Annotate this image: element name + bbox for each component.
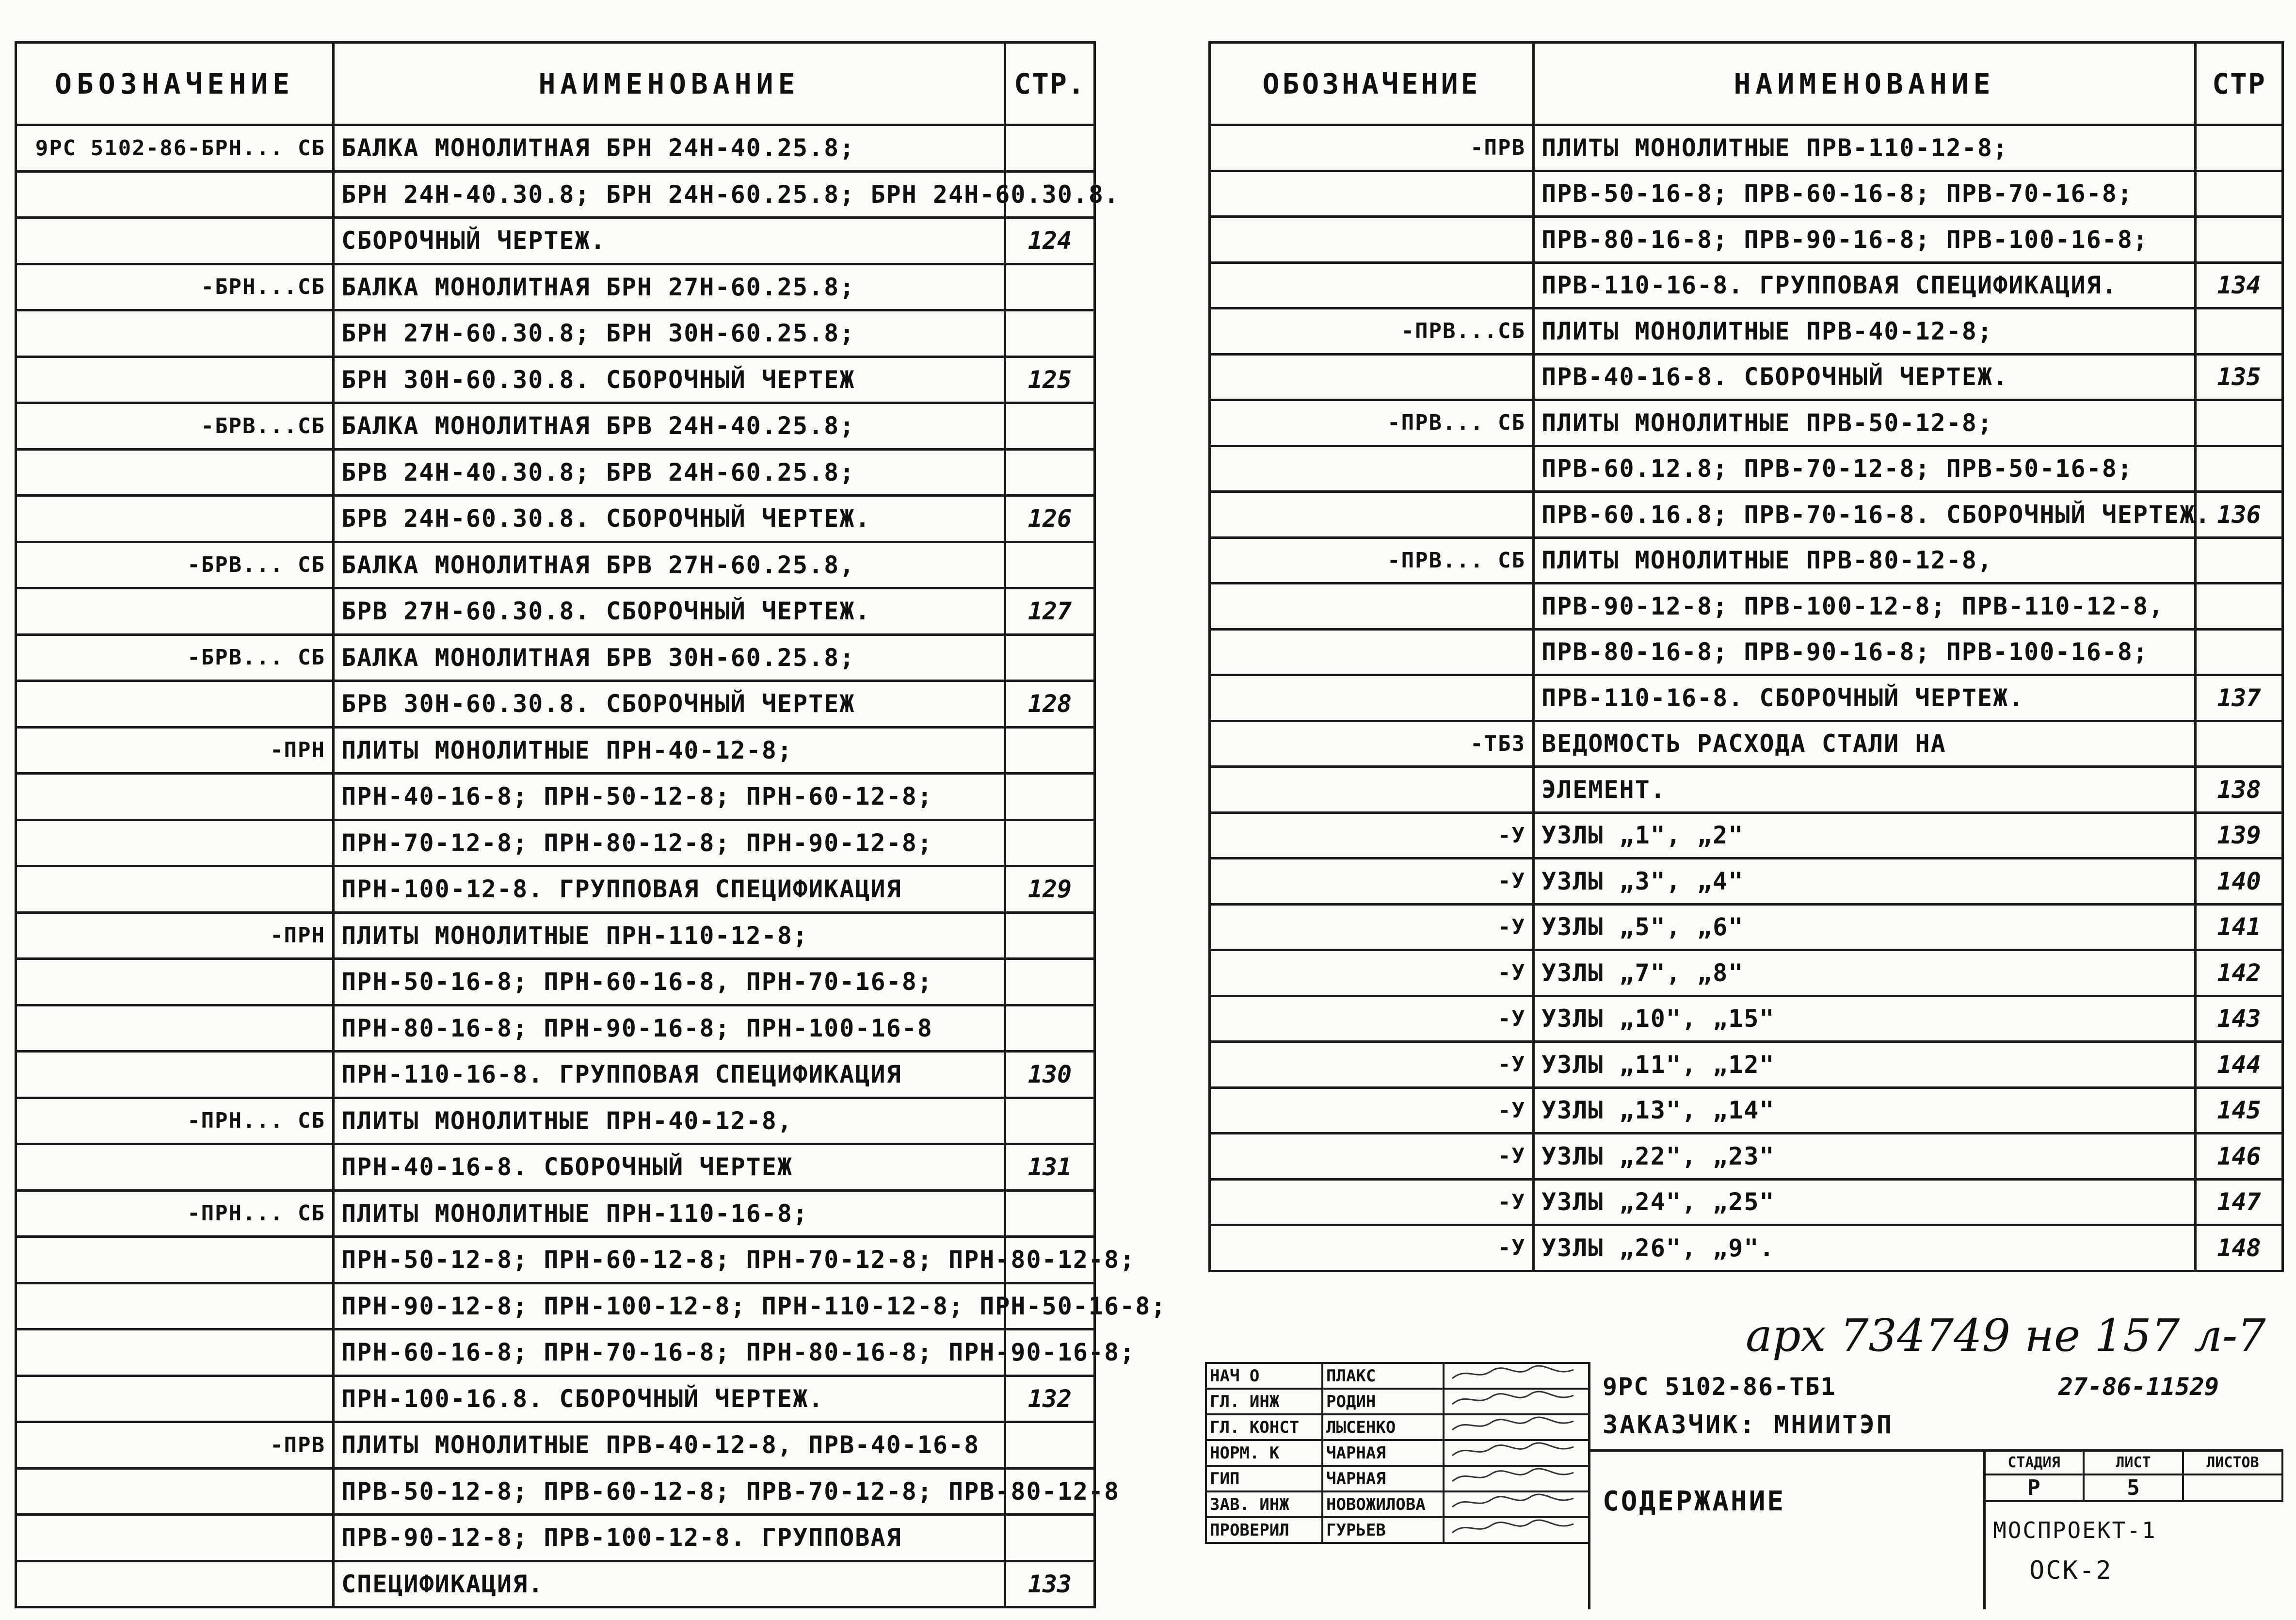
row-name: ПРВ-110-16-8. ГРУППОВАЯ СПЕЦИФИКАЦИЯ. [1534, 262, 2196, 308]
row-designation: -ПРВ [16, 1422, 334, 1469]
table-row [16, 588, 1095, 635]
table-row [16, 496, 1095, 542]
row-name: ПРН-60-16-8; ПРН-70-16-8; ПРН-80-16-8; ПРН-90-16-8; [334, 1329, 1005, 1376]
table-row [1210, 125, 2283, 171]
row-page: 148 [2196, 1225, 2283, 1271]
sheets-value [2183, 1474, 2282, 1501]
table-row [1210, 537, 2283, 583]
row-page: 136 [2196, 492, 2283, 538]
staff-role: НОРМ. К [1206, 1440, 1322, 1466]
row-designation [16, 1005, 334, 1052]
table-row [1210, 583, 2283, 630]
row-designation [16, 1468, 334, 1515]
row-name: УЗЛЫ „13", „14" [1534, 1087, 2196, 1134]
row-page: 140 [2196, 859, 2283, 905]
table-row [16, 310, 1095, 357]
row-page: 132 [1005, 1376, 1095, 1422]
table-row [16, 634, 1095, 681]
staff-name: ПЛАКС [1322, 1363, 1444, 1389]
row-name: ПЛИТЫ МОНОЛИТНЫЕ ПРВ-50-12-8; [1534, 400, 2196, 446]
row-name: ПЛИТЫ МОНОЛИТНЫЕ ПРВ-40-12-8, ПРВ-40-16-8 [334, 1422, 1005, 1469]
table-row [16, 1144, 1095, 1191]
sheet-label: ЛИСТ [2084, 1450, 2183, 1474]
row-designation: -ТБ3 [1210, 721, 1534, 767]
row-designation [1210, 262, 1534, 308]
table-row [1210, 1134, 2283, 1180]
table-row [16, 1329, 1095, 1376]
row-designation: -У [1210, 950, 1534, 996]
row-designation: -ПРН [16, 912, 334, 959]
row-name: БРВ 27Н-60.30.8. СБОРОЧНЫЙ ЧЕРТЕЖ. [334, 588, 1005, 635]
row-name: ПЛИТЫ МОНОЛИТНЫЕ ПРВ-40-12-8; [1534, 308, 2196, 355]
row-name: ПРВ-40-16-8. СБОРОЧНЫЙ ЧЕРТЕЖ. [1534, 354, 2196, 400]
table-row [1210, 629, 2283, 675]
row-designation [16, 310, 334, 357]
row-designation: -ПРН... СБ [16, 1190, 334, 1237]
row-page [1005, 542, 1095, 588]
staff-row [1206, 1389, 1589, 1414]
header-page: СТР [2196, 43, 2283, 125]
table-header-row [1210, 43, 2283, 125]
row-name: ПРН-80-16-8; ПРН-90-16-8; ПРН-100-16-8 [334, 1005, 1005, 1052]
row-page [1005, 125, 1095, 172]
row-name: ПРВ-110-16-8. СБОРОЧНЫЙ ЧЕРТЕЖ. [1534, 675, 2196, 721]
row-page [2196, 537, 2283, 583]
row-name: ПРВ-60.16.8; ПРВ-70-16-8. СБОРОЧНЫЙ ЧЕРТЕЖ. [1534, 492, 2196, 538]
table-row [16, 1561, 1095, 1607]
organization: МОСПРОЕКТ-1 [1993, 1517, 2157, 1543]
row-designation [1210, 767, 1534, 813]
row-page [2196, 400, 2283, 446]
row-name: УЗЛЫ „3", „4" [1534, 859, 2196, 905]
row-page: 141 [2196, 904, 2283, 950]
row-name: ПРН-100-16.8. СБОРОЧНЫЙ ЧЕРТЕЖ. [334, 1376, 1005, 1422]
staff-row [1206, 1363, 1589, 1389]
staff-name: РОДИН [1322, 1389, 1444, 1414]
staff-role: НАЧ О [1206, 1363, 1322, 1389]
sheets-label: ЛИСТОВ [2183, 1450, 2282, 1474]
signature [1444, 1414, 1589, 1440]
staff-name: ЧАРНАЯ [1322, 1440, 1444, 1466]
header-designation: ОБОЗНАЧЕНИЕ [1210, 43, 1534, 125]
row-name: ПРН-90-12-8; ПРН-100-12-8; ПРН-110-12-8; ПРН-50-16-8; [334, 1283, 1005, 1329]
row-name: ПРВ-90-12-8; ПРВ-100-12-8. ГРУППОВАЯ [334, 1515, 1005, 1561]
table-row [16, 774, 1095, 820]
row-page [2196, 125, 2283, 171]
header-name: НАИМЕНОВАНИЕ [1534, 43, 2196, 125]
row-name: ПРН-110-16-8. ГРУППОВАЯ СПЕЦИФИКАЦИЯ [334, 1052, 1005, 1098]
row-designation [16, 1052, 334, 1098]
row-designation [16, 449, 334, 496]
table-row [1210, 812, 2283, 859]
row-page: 137 [2196, 675, 2283, 721]
table-row [1210, 904, 2283, 950]
row-designation [1210, 354, 1534, 400]
row-designation [16, 866, 334, 913]
table-row [16, 125, 1095, 172]
staff-name: НОВОЖИЛОВА [1322, 1491, 1444, 1517]
row-designation: -ПРН [16, 727, 334, 774]
left-table-body [16, 125, 1167, 1607]
table-row [1210, 217, 2283, 263]
row-name: ЭЛЕМЕНТ. [1534, 767, 2196, 813]
row-designation [1210, 217, 1534, 263]
table-row [16, 912, 1095, 959]
row-name: ПРВ-50-16-8; ПРВ-60-16-8; ПРВ-70-16-8; [1534, 171, 2196, 217]
row-name: УЗЛЫ „7", „8" [1534, 950, 2196, 996]
row-designation [16, 171, 334, 218]
table-row [16, 1283, 1095, 1329]
table-row [16, 356, 1095, 403]
row-designation: -У [1210, 904, 1534, 950]
row-name: БАЛКА МОНОЛИТНАЯ БРН 27Н-60.25.8; [334, 264, 1005, 310]
row-designation: -ПРВ...СБ [1210, 308, 1534, 355]
row-name: БРН 24Н-40.30.8; БРН 24Н-60.25.8; БРН 24Н-60.30.8. [334, 171, 1005, 218]
staff-row [1206, 1517, 1589, 1543]
row-page [1005, 1515, 1095, 1561]
row-page [1005, 1422, 1095, 1469]
row-designation [16, 1237, 334, 1283]
row-page: 143 [2196, 996, 2283, 1042]
row-name: УЗЛЫ „5", „6" [1534, 904, 2196, 950]
row-name: БРВ 24Н-60.30.8. СБОРОЧНЫЙ ЧЕРТЕЖ. [334, 496, 1005, 542]
signature [1444, 1440, 1589, 1466]
row-designation [16, 1376, 334, 1422]
row-page: 129 [1005, 866, 1095, 913]
row-page: 133 [1005, 1561, 1095, 1607]
document-code: 9РС 5102-86-ТБ1 [1603, 1373, 1836, 1401]
staff-role: ГЛ. ИНЖ [1206, 1389, 1322, 1414]
row-name: УЗЛЫ „1", „2" [1534, 812, 2196, 859]
row-designation: -У [1210, 1087, 1534, 1134]
row-designation [16, 588, 334, 635]
row-designation [16, 681, 334, 728]
staff-role: ЗАВ. ИНЖ [1206, 1491, 1322, 1517]
table-row [1210, 767, 2283, 813]
row-page [1005, 634, 1095, 681]
contents-table-right [1208, 41, 2284, 1272]
row-designation [1210, 583, 1534, 630]
row-page: 125 [1005, 356, 1095, 403]
table-row [1210, 859, 2283, 905]
row-page: 139 [2196, 812, 2283, 859]
table-row [16, 1052, 1095, 1098]
staff-name: ЛЫСЕНКО [1322, 1414, 1444, 1440]
row-designation: -БРВ...СБ [16, 403, 334, 450]
row-designation: 9РС 5102-86-БРН... СБ [16, 125, 334, 172]
row-page: 138 [2196, 767, 2283, 813]
table-row [1210, 1087, 2283, 1134]
archive-note: арх 734749 не 157 л-7 [1746, 1310, 2266, 1361]
title-block [1205, 1362, 2281, 1609]
row-designation: -У [1210, 1225, 1534, 1271]
table-row [1210, 354, 2283, 400]
row-name: ПРВ-60.12.8; ПРВ-70-12-8; ПРВ-50-16-8; [1534, 446, 2196, 492]
row-designation: -ПРВ [1210, 125, 1534, 171]
row-designation [16, 1283, 334, 1329]
header-page: СТР. [1005, 43, 1095, 125]
row-page: 134 [2196, 262, 2283, 308]
row-designation [1210, 171, 1534, 217]
table-row [1210, 950, 2283, 996]
table-row [1210, 1042, 2283, 1088]
staff-name: ЧАРНАЯ [1322, 1466, 1444, 1491]
table-row [16, 171, 1095, 218]
table-row [1210, 675, 2283, 721]
table-row [16, 218, 1095, 264]
row-name: ПЛИТЫ МОНОЛИТНЫЕ ПРН-40-12-8, [334, 1098, 1005, 1144]
table-row [16, 1190, 1095, 1237]
table-row [16, 1005, 1095, 1052]
row-name: ПРВ-50-12-8; ПРВ-60-12-8; ПРВ-70-12-8; ПРВ-80-12-8 [334, 1468, 1005, 1515]
row-name: УЗЛЫ „11", „12" [1534, 1042, 2196, 1088]
table-row [16, 727, 1095, 774]
row-name: ПЛИТЫ МОНОЛИТНЫЕ ПРН-40-12-8; [334, 727, 1005, 774]
row-page [2196, 217, 2283, 263]
row-page [1005, 820, 1095, 866]
row-designation [1210, 446, 1534, 492]
signature [1444, 1517, 1589, 1543]
staff-row [1206, 1440, 1589, 1466]
table-row [16, 1468, 1095, 1515]
table-row [1210, 262, 2283, 308]
row-name: БАЛКА МОНОЛИТНАЯ БРВ 30Н-60.25.8; [334, 634, 1005, 681]
row-page: 124 [1005, 218, 1095, 264]
signature [1444, 1389, 1589, 1414]
row-name: ПЛИТЫ МОНОЛИТНЫЕ ПРВ-80-12-8, [1534, 537, 2196, 583]
row-designation [16, 820, 334, 866]
row-page: 126 [1005, 496, 1095, 542]
stage-sheet-table [1983, 1449, 2283, 1502]
row-page [1005, 403, 1095, 450]
staff-row [1206, 1414, 1589, 1440]
row-designation [16, 1561, 334, 1607]
row-page: 146 [2196, 1134, 2283, 1180]
row-designation: -У [1210, 1179, 1534, 1225]
row-name: ПЛИТЫ МОНОЛИТНЫЕ ПРН-110-12-8; [334, 912, 1005, 959]
row-name: УЗЛЫ „24", „25" [1534, 1179, 2196, 1225]
row-designation [16, 218, 334, 264]
row-designation: -ПРН... СБ [16, 1098, 334, 1144]
row-designation: -БРВ... СБ [16, 542, 334, 588]
row-page [1005, 310, 1095, 357]
table-row [1210, 1179, 2283, 1225]
row-page [1005, 774, 1095, 820]
row-name: ПРН-40-16-8. СБОРОЧНЫЙ ЧЕРТЕЖ [334, 1144, 1005, 1191]
row-designation: -БРВ... СБ [16, 634, 334, 681]
header-name: НАИМЕНОВАНИЕ [334, 43, 1005, 125]
row-page: 127 [1005, 588, 1095, 635]
row-designation: -У [1210, 812, 1534, 859]
row-designation [16, 1515, 334, 1561]
staff-role: ГЛ. КОНСТ [1206, 1414, 1322, 1440]
row-page [1005, 264, 1095, 310]
row-designation: -ПРВ... СБ [1210, 537, 1534, 583]
row-designation: -У [1210, 996, 1534, 1042]
table-row [1210, 308, 2283, 355]
department: ОСК-2 [2029, 1556, 2113, 1585]
table-row [16, 1515, 1095, 1561]
header-designation: ОБОЗНАЧЕНИЕ [16, 43, 334, 125]
signature [1444, 1466, 1589, 1491]
row-page: 147 [2196, 1179, 2283, 1225]
order-number: 27-86-11529 [2058, 1373, 2219, 1401]
row-name: ПРВ-80-16-8; ПРВ-90-16-8; ПРВ-100-16-8; [1534, 629, 2196, 675]
table-row [16, 403, 1095, 450]
row-page [1005, 449, 1095, 496]
row-name: УЗЛЫ „26", „9". [1534, 1225, 2196, 1271]
row-name: ПРН-70-12-8; ПРН-80-12-8; ПРН-90-12-8; [334, 820, 1005, 866]
row-name: ПРВ-90-12-8; ПРВ-100-12-8; ПРВ-110-12-8, [1534, 583, 2196, 630]
row-page [2196, 171, 2283, 217]
row-designation: -У [1210, 1042, 1534, 1088]
row-name: ПРН-50-12-8; ПРН-60-12-8; ПРН-70-12-8; ПРН-80-12-8; [334, 1237, 1005, 1283]
signature [1444, 1363, 1589, 1389]
row-page: 145 [2196, 1087, 2283, 1134]
row-name: БРН 27Н-60.30.8; БРН 30Н-60.25.8; [334, 310, 1005, 357]
sheet-value: 5 [2084, 1474, 2183, 1501]
table-row [1210, 721, 2283, 767]
staff-signature-table [1205, 1362, 1590, 1544]
table-row [1210, 996, 2283, 1042]
row-name: ПЛИТЫ МОНОЛИТНЫЕ ПРВ-110-12-8; [1534, 125, 2196, 171]
row-designation [16, 1329, 334, 1376]
stage-value: Р [1984, 1474, 2084, 1501]
table-row [1210, 446, 2283, 492]
staff-role: ГИП [1206, 1466, 1322, 1491]
row-designation: -ПРВ... СБ [1210, 400, 1534, 446]
table-row [16, 820, 1095, 866]
table-row [16, 542, 1095, 588]
row-page: 135 [2196, 354, 2283, 400]
row-designation [1210, 629, 1534, 675]
row-designation [16, 959, 334, 1005]
row-designation: -У [1210, 1134, 1534, 1180]
table-row [1210, 171, 2283, 217]
row-name: ПРН-50-16-8; ПРН-60-16-8, ПРН-70-16-8; [334, 959, 1005, 1005]
table-row [1210, 400, 2283, 446]
row-name: БАЛКА МОНОЛИТНАЯ БРН 24Н-40.25.8; [334, 125, 1005, 172]
row-designation [16, 496, 334, 542]
table-row [16, 1376, 1095, 1422]
table-row [1210, 1225, 2283, 1271]
row-page [2196, 583, 2283, 630]
staff-row [1206, 1491, 1589, 1517]
row-page: 144 [2196, 1042, 2283, 1088]
row-designation: -У [1210, 859, 1534, 905]
row-page [1005, 1005, 1095, 1052]
row-name: УЗЛЫ „10", „15" [1534, 996, 2196, 1042]
row-name: БАЛКА МОНОЛИТНАЯ БРВ 27Н-60.25.8, [334, 542, 1005, 588]
row-designation [1210, 675, 1534, 721]
row-page [2196, 446, 2283, 492]
table-row [16, 449, 1095, 496]
staff-row [1206, 1466, 1589, 1491]
table-row [1210, 492, 2283, 538]
row-page [2196, 721, 2283, 767]
row-name: БРН 30Н-60.30.8. СБОРОЧНЫЙ ЧЕРТЕЖ [334, 356, 1005, 403]
row-name: УЗЛЫ „22", „23" [1534, 1134, 2196, 1180]
signature [1444, 1491, 1589, 1517]
stage-label: СТАДИЯ [1984, 1450, 2084, 1474]
row-designation: -БРН...СБ [16, 264, 334, 310]
table-row [16, 959, 1095, 1005]
row-page [1005, 959, 1095, 1005]
row-page: 128 [1005, 681, 1095, 728]
row-name: ПРН-40-16-8; ПРН-50-12-8; ПРН-60-12-8; [334, 774, 1005, 820]
row-name: ПЛИТЫ МОНОЛИТНЫЕ ПРН-110-16-8; [334, 1190, 1005, 1237]
row-name: СПЕЦИФИКАЦИЯ. [334, 1561, 1005, 1607]
row-page [1005, 1190, 1095, 1237]
row-name: БРВ 30Н-60.30.8. СБОРОЧНЫЙ ЧЕРТЕЖ [334, 681, 1005, 728]
row-page: 142 [2196, 950, 2283, 996]
row-designation [16, 356, 334, 403]
staff-name: ГУРЬЕВ [1322, 1517, 1444, 1543]
row-name: БАЛКА МОНОЛИТНАЯ БРВ 24Н-40.25.8; [334, 403, 1005, 450]
table-row [16, 1237, 1095, 1283]
row-name: ПРН-100-12-8. ГРУППОВАЯ СПЕЦИФИКАЦИЯ [334, 866, 1005, 913]
row-page: 131 [1005, 1144, 1095, 1191]
row-designation [16, 774, 334, 820]
table-header-row [16, 43, 1095, 125]
row-page: 130 [1005, 1052, 1095, 1098]
customer: ЗАКАЗЧИК: МНИИТЭП [1603, 1410, 1894, 1440]
table-row [16, 681, 1095, 728]
table-row [16, 1422, 1095, 1469]
right-table-body [1210, 125, 2283, 1271]
staff-role: ПРОВЕРИЛ [1206, 1517, 1322, 1543]
row-name: ПРВ-80-16-8; ПРВ-90-16-8; ПРВ-100-16-8; [1534, 217, 2196, 263]
row-page [1005, 1098, 1095, 1144]
row-designation [1210, 492, 1534, 538]
table-row [16, 264, 1095, 310]
row-name: БРВ 24Н-40.30.8; БРВ 24Н-60.25.8; [334, 449, 1005, 496]
row-page [1005, 912, 1095, 959]
contents-table-left [15, 41, 1167, 1608]
row-page [2196, 629, 2283, 675]
sheet-title: СОДЕРЖАНИЕ [1603, 1486, 1786, 1517]
row-designation [16, 1144, 334, 1191]
table-row [16, 1098, 1095, 1144]
row-page [1005, 727, 1095, 774]
table-row [16, 866, 1095, 913]
row-name: ВЕДОМОСТЬ РАСХОДА СТАЛИ НА [1534, 721, 2196, 767]
row-page [2196, 308, 2283, 355]
row-name: СБОРОЧНЫЙ ЧЕРТЕЖ. [334, 218, 1005, 264]
